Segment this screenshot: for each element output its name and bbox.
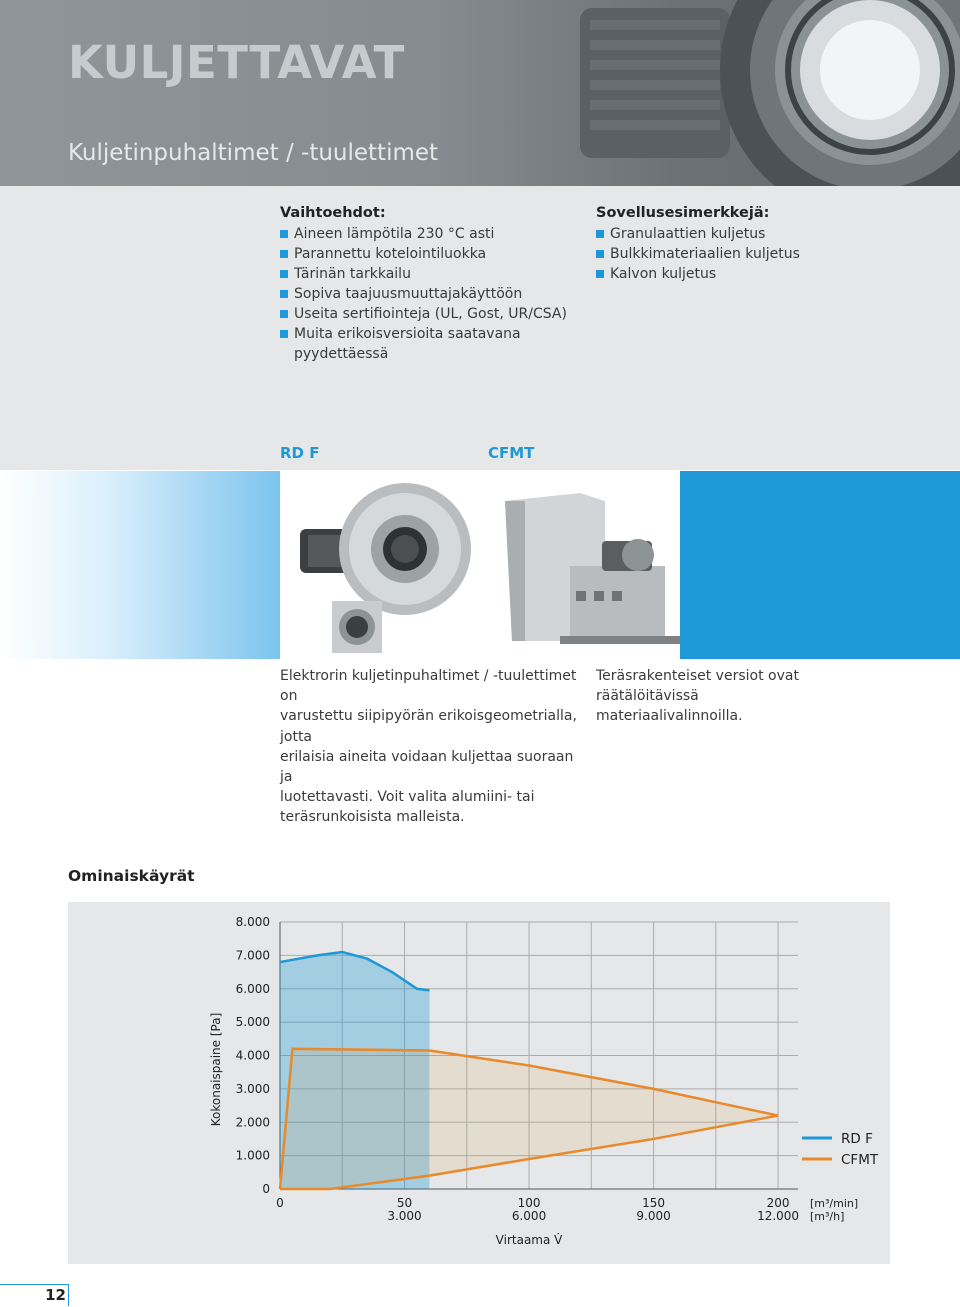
legend-label: CFMT [841,1152,879,1168]
y-tick-label: 0 [262,1182,270,1196]
bullet-square-icon [280,270,288,278]
product-illustrations [280,471,680,659]
x-tick-label-secondary: 12.000 [757,1209,800,1223]
x-unit-primary: [m³/min] [810,1197,859,1210]
legend-label: RD F [841,1131,873,1147]
bullet-square-icon [596,230,604,238]
page-subtitle: Kuljetinpuhaltimet / -tuulettimet [68,140,439,166]
y-tick-label: 5.000 [235,1015,270,1030]
rdf-description: Elektrorin kuljetinpuhaltimet / -tuulettimet on varustettu siipipyörän erikoisgeometrialla, jotta erilaisia aineita voidaan kuljettaa suoraan ja luotettavasti. Voit valita alumiini- tai teräsrunkoisista malleista. [280,668,577,826]
options-list [280,224,590,364]
list-item: Useita sertifiointeja (UL, Gost, UR/CSA) [280,304,590,324]
list-item: Granulaattien kuljetus [596,224,896,244]
y-tick-label: 3.000 [235,1081,270,1096]
x-tick-label: 50 [396,1196,413,1210]
list-item: Tärinän tarkkailu [280,264,590,284]
x-tick-label-secondary: 9.000 [636,1209,671,1223]
bullet-square-icon [596,250,604,258]
x-tick-label: 100 [517,1196,541,1210]
y-tick-label: 4.000 [235,1048,270,1063]
y-tick-label: 1.000 [235,1148,270,1163]
y-tick-label: 2.000 [235,1115,270,1130]
bullet-square-icon [280,250,288,258]
bullet-square-icon [596,270,604,278]
chart-panel [68,902,890,1264]
applications-column [596,203,896,284]
list-item: Aineen lämpötila 230 °C asti [280,224,590,244]
x-tick-label: 200 [766,1196,790,1210]
page-title: KULJETTAVAT [68,36,405,89]
x-unit-secondary: [m³/h] [810,1210,845,1223]
list-item: Bulkkimateriaalien kuljetus [596,244,896,264]
bullet-square-icon [280,330,288,338]
x-tick-label-secondary: 3.000 [387,1209,422,1223]
bullet-square-icon [280,310,288,318]
rdf-blower-image [300,483,471,653]
section-title: Ominaiskäyrät [68,867,195,885]
list-item: Sopiva taajuusmuuttajakäyttöön [280,284,590,304]
list-item: Parannettu kotelointiluokka [280,244,590,264]
page-number: 12 [0,1284,69,1306]
characteristic-curves-chart [68,902,890,1264]
product-panel-left [0,471,280,659]
y-axis-label: Kokonaispaine [Pa] [209,1012,223,1127]
applications-list [596,224,896,284]
options-column [280,203,590,364]
y-tick-label: 6.000 [235,981,270,996]
motor-illustration [570,0,960,186]
list-item: Kalvon kuljetus [596,264,896,284]
product-panel-center [280,471,680,659]
x-tick-label: 0 [276,1196,284,1210]
header-banner [0,0,960,186]
bullet-square-icon [280,230,288,238]
y-tick-label: 7.000 [235,948,270,963]
list-item: Muita erikoisversioita saatavana pyydettäessä [280,324,590,364]
cfmt-description: Teräsrakenteiset versiot ovat räätälöitävissä materiaalivalinnoilla. [596,668,799,725]
cfmt-blower-image [505,493,680,644]
x-tick-label-secondary: 6.000 [511,1209,547,1223]
x-tick-label: 150 [642,1196,666,1210]
y-tick-label: 8.000 [235,915,270,929]
product-label-cfmt: CFMT [488,444,535,462]
product-label-rdf: RD F [280,444,320,462]
x-axis-label: Virtaama V̇ [495,1233,563,1247]
applications-heading: Sovellusesimerkkejä: [596,205,770,221]
product-panel-right [680,471,960,659]
options-heading: Vaihtoehdot: [280,205,386,221]
bullet-square-icon [280,290,288,298]
